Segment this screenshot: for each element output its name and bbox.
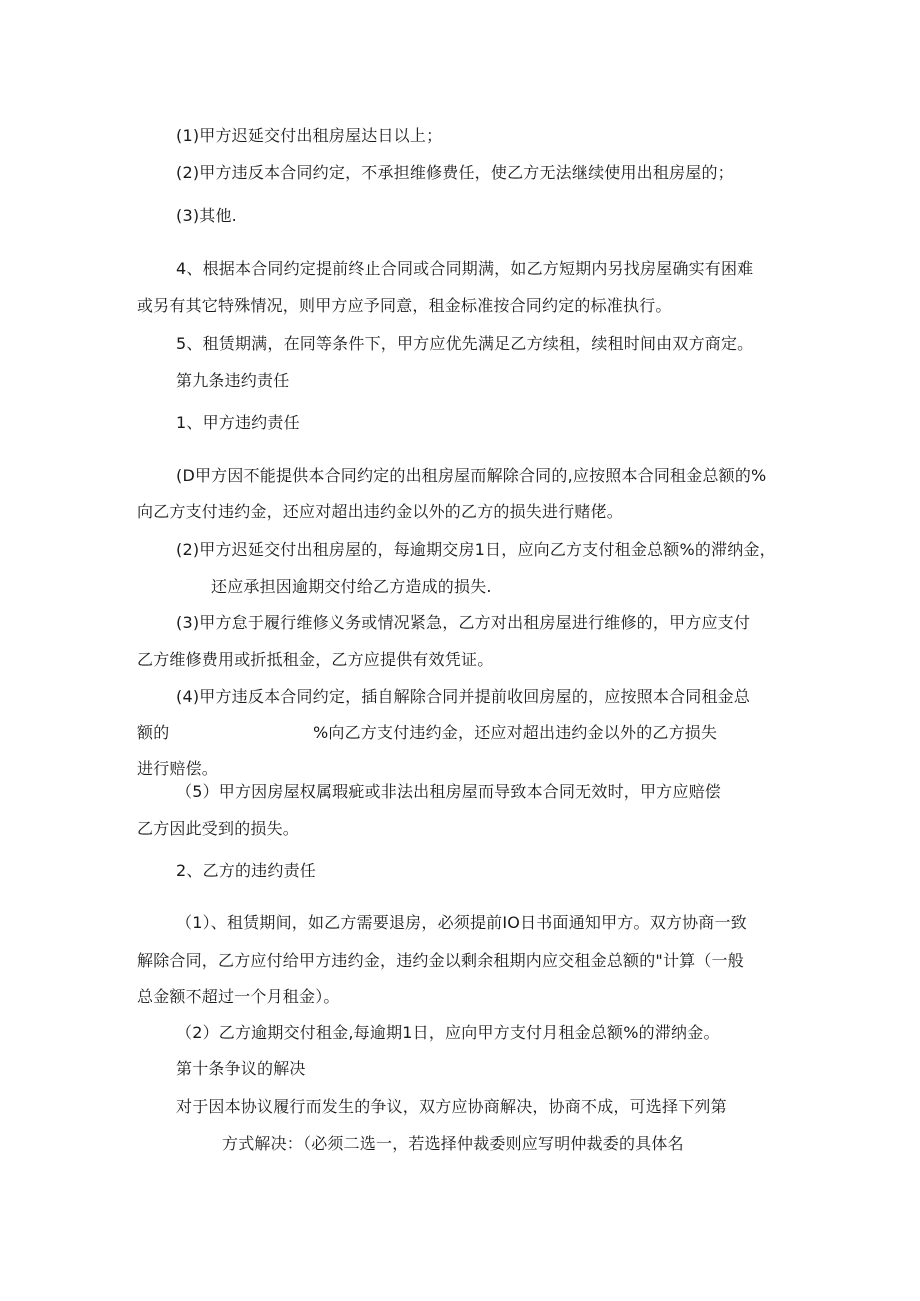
clause-line: (1)甲方迟延交付出租房屋达日以上； [176, 126, 443, 145]
clause-line: %向乙方支付违约金，还应对超出违约金以外的乙方损失 [313, 723, 718, 742]
clause-line: 或另有其它特殊情况，则甲方应予同意，租金标准按合同约定的标准执行。 [137, 296, 672, 315]
clause-line: （1）、租赁期间，如乙方需要退房，必须提前IO日书面通知甲方。双方协商一致 [176, 913, 747, 932]
subsection-heading: 2、乙方的违约责任 [176, 861, 316, 880]
clause-line: 解除合同，乙方应付给甲方违约金，违约金以剩余租期内应交租金总额的"计算（一般 [137, 951, 744, 970]
clause-line: （2）乙方逾期交付租金,每逾期1日，应向甲方支付月租金总额%的滞纳金。 [176, 1023, 720, 1042]
clause-line: 总金额不超过一个月租金）。 [137, 987, 340, 1006]
clause-line: (3)其他. [176, 206, 237, 225]
clause-line: 向乙方支付违约金，还应对超出违约金以外的乙方的损失进行赌佬。 [137, 502, 624, 521]
clause-line: (2)甲方违反本合同约定，不承担维修费任，使乙方无法继续使用出租房屋的； [176, 163, 734, 182]
clause-line: 5、租赁期满，在同等条件下，甲方应优先满足乙方续租，续租时间由双方商定。 [176, 334, 754, 353]
clause-line: 4、根据本合同约定提前终止合同或合同期满，如乙方短期内另找房屋确实有困难 [176, 259, 754, 278]
clause-line: (2)甲方迟延交付出租房屋的，每逾期交房1日，应向乙方支付租金总额%的滞纳金， [176, 540, 776, 559]
clause-line: 乙方维修费用或折抵租金，乙方应提供有效凭证。 [137, 650, 494, 669]
section-heading: 第九条违约责任 [176, 371, 290, 390]
subsection-heading: 1、甲方违约责任 [176, 413, 300, 432]
clause-line: (3)甲方怠于履行维修义务或情况紧急，乙方对出租房屋进行维修的，甲方应支付 [176, 613, 751, 632]
clause-line: 乙方因此受到的损失。 [137, 819, 300, 838]
clause-line: (D甲方因不能提供本合同约定的出租房屋而解除合同的,应按照本合同租金总额的% [176, 466, 767, 485]
section-heading: 第十条争议的解决 [176, 1059, 306, 1078]
clause-line: （5）甲方因房屋权属瑕疵或非法出租房屋而导致本合同无效时，甲方应赔偿 [176, 782, 721, 801]
clause-line: 方式解决：（必须二选一，若选择仲裁委则应写明仲裁委的具体名 [222, 1134, 684, 1153]
clause-line: (4)甲方违反本合同约定，插自解除合同并提前收回房屋的，应按照本合同租金总 [176, 687, 751, 706]
clause-line: 额的 [137, 723, 170, 742]
clause-line: 还应承担因逾期交付给乙方造成的损失. [211, 577, 492, 596]
clause-line: 对于因本协议履行而发生的争议，双方应协商解决，协商不成，可选择下列第 [176, 1097, 727, 1116]
clause-line: 进行赔偿。 [137, 759, 219, 778]
